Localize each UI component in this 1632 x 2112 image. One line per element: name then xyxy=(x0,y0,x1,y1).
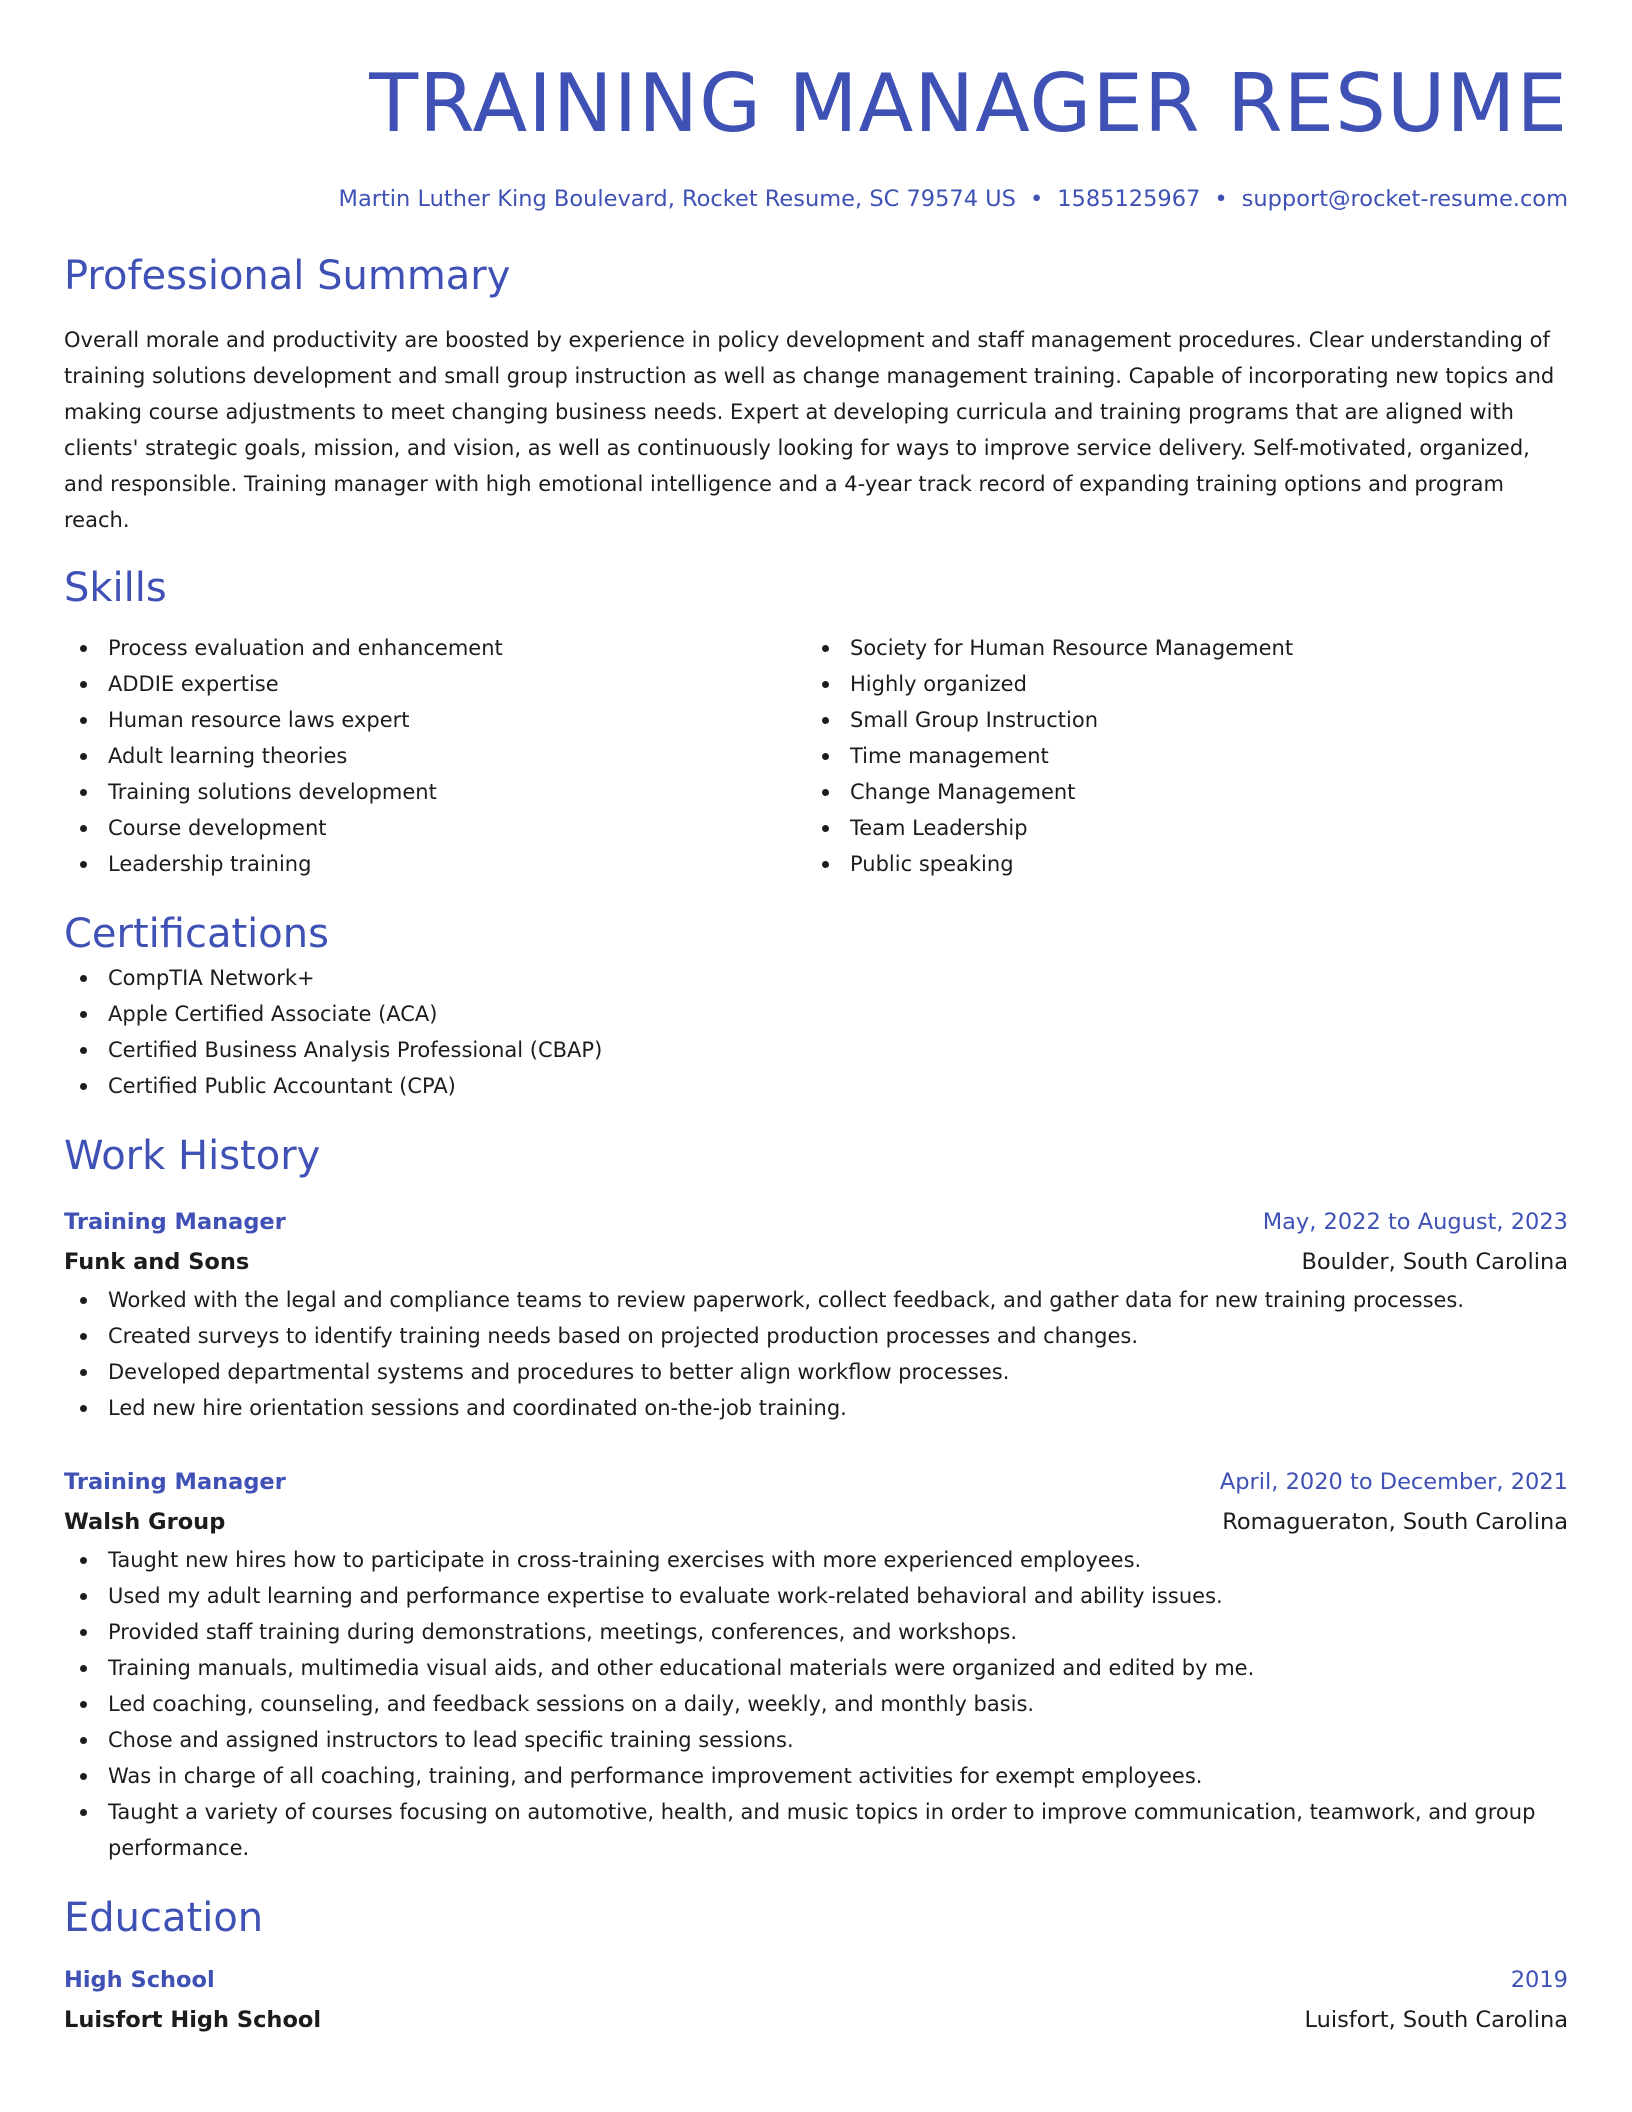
job-entry xyxy=(64,1462,1568,1866)
resume-title: TRAINING MANAGER RESUME xyxy=(369,57,1568,150)
job-title: Training Manager xyxy=(64,1469,286,1495)
job-bullets xyxy=(64,1542,1568,1866)
education-entry xyxy=(64,1960,1568,2040)
skill-item: Time management xyxy=(806,738,1548,774)
job-entry xyxy=(64,1202,1568,1426)
education-degree: High School xyxy=(64,1967,215,1993)
job-header-row xyxy=(64,1202,1568,1242)
skill-item: Society for Human Resource Management xyxy=(806,630,1548,666)
job-company: Walsh Group xyxy=(64,1509,226,1535)
skill-item: Highly organized xyxy=(806,666,1548,702)
certification-item: Certified Business Analysis Professional (CBAP) xyxy=(64,1032,1568,1068)
certifications-list xyxy=(64,960,1568,1104)
education-school: Luisfort High School xyxy=(64,2007,322,2033)
skills-column-right xyxy=(806,630,1548,882)
summary-text: Overall morale and productivity are boosted by experience in policy development and staff management procedures. Clear understanding of training solutions development and small group instruction as well as change management training. Capable of incorporating new topics and making course adjustments to meet changing business needs. Expert at developing curricula and training programs that are aligned with clients' strategic goals, mission, and vision, as well as continuously looking for ways to improve service delivery. Self-motivated, organized, and responsible. Training manager with high emotional intelligence and a 4-year track record of expanding training options and program reach. xyxy=(64,328,1555,532)
job-dates: May, 2022 to August, 2023 xyxy=(1262,1209,1568,1235)
skill-item: Adult learning theories xyxy=(64,738,806,774)
skills-grid xyxy=(64,630,1568,882)
job-bullet: Worked with the legal and compliance teams to review paperwork, collect feedback, and gather data for new training processes. xyxy=(64,1282,1568,1318)
job-bullet: Training manuals, multimedia visual aids, and other educational materials were organized and edited by me. xyxy=(64,1650,1568,1686)
job-bullet: Led new hire orientation sessions and coordinated on-the-job training. xyxy=(64,1390,1568,1426)
contact-separator: • xyxy=(1214,186,1228,212)
work-history-heading: Work History xyxy=(64,1133,321,1179)
job-bullet: Used my adult learning and performance expertise to evaluate work-related behavioral and ability issues. xyxy=(64,1578,1568,1614)
education-header-row xyxy=(64,1960,1568,2000)
job-location: Romagueraton, South Carolina xyxy=(1222,1509,1568,1535)
education-year: 2019 xyxy=(1510,1967,1568,1993)
contact-line xyxy=(64,184,1568,214)
skills-column-left xyxy=(64,630,806,882)
job-dates: April, 2020 to December, 2021 xyxy=(1219,1469,1568,1495)
job-bullet: Taught a variety of courses focusing on automotive, health, and music topics in order to improve communication, teamwork, and group performance. xyxy=(64,1794,1568,1866)
job-bullet: Led coaching, counseling, and feedback sessions on a daily, weekly, and monthly basis. xyxy=(64,1686,1568,1722)
job-bullets xyxy=(64,1282,1568,1426)
summary-heading: Professional Summary xyxy=(64,253,511,299)
job-header-row xyxy=(64,1462,1568,1502)
skills-heading: Skills xyxy=(64,565,167,611)
education-heading: Education xyxy=(64,1895,264,1941)
job-bullet: Created surveys to identify training needs based on projected production processes and changes. xyxy=(64,1318,1568,1354)
skill-item: Training solutions development xyxy=(64,774,806,810)
job-company-row xyxy=(64,1502,1568,1542)
job-company: Funk and Sons xyxy=(64,1249,250,1275)
skill-item: Process evaluation and enhancement xyxy=(64,630,806,666)
contact-separator: • xyxy=(1029,186,1044,212)
job-bullet: Taught new hires how to participate in cross-training exercises with more experienced employees. xyxy=(64,1542,1568,1578)
skills-list-right xyxy=(806,630,1548,882)
skill-item: Human resource laws expert xyxy=(64,702,806,738)
skill-item: Public speaking xyxy=(806,846,1548,882)
job-bullet: Was in charge of all coaching, training, and performance improvement activities for exempt employees. xyxy=(64,1758,1568,1794)
contact-email: support@rocket-resume.com xyxy=(1241,186,1568,212)
skill-item: Team Leadership xyxy=(806,810,1548,846)
job-bullet: Developed departmental systems and procedures to better align workflow processes. xyxy=(64,1354,1568,1390)
job-bullet: Provided staff training during demonstrations, meetings, conferences, and workshops. xyxy=(64,1614,1568,1650)
certifications-heading: Certifications xyxy=(64,911,329,957)
skills-list-left xyxy=(64,630,806,882)
certification-item: CompTIA Network+ xyxy=(64,960,1568,996)
certification-item: Apple Certified Associate (ACA) xyxy=(64,996,1568,1032)
skill-item: Leadership training xyxy=(64,846,806,882)
contact-address: Martin Luther King Boulevard, Rocket Resume, SC 79574 US xyxy=(338,186,1016,212)
certification-item: Certified Public Accountant (CPA) xyxy=(64,1068,1568,1104)
job-title: Training Manager xyxy=(64,1209,286,1235)
skill-item: ADDIE expertise xyxy=(64,666,806,702)
job-location: Boulder, South Carolina xyxy=(1301,1249,1568,1275)
skill-item: Small Group Instruction xyxy=(806,702,1548,738)
education-location: Luisfort, South Carolina xyxy=(1304,2007,1568,2033)
job-bullet: Chose and assigned instructors to lead specific training sessions. xyxy=(64,1722,1568,1758)
education-school-row xyxy=(64,2000,1568,2040)
contact-phone: 1585125967 xyxy=(1057,186,1201,212)
skill-item: Course development xyxy=(64,810,806,846)
job-company-row xyxy=(64,1242,1568,1282)
skill-item: Change Management xyxy=(806,774,1548,810)
